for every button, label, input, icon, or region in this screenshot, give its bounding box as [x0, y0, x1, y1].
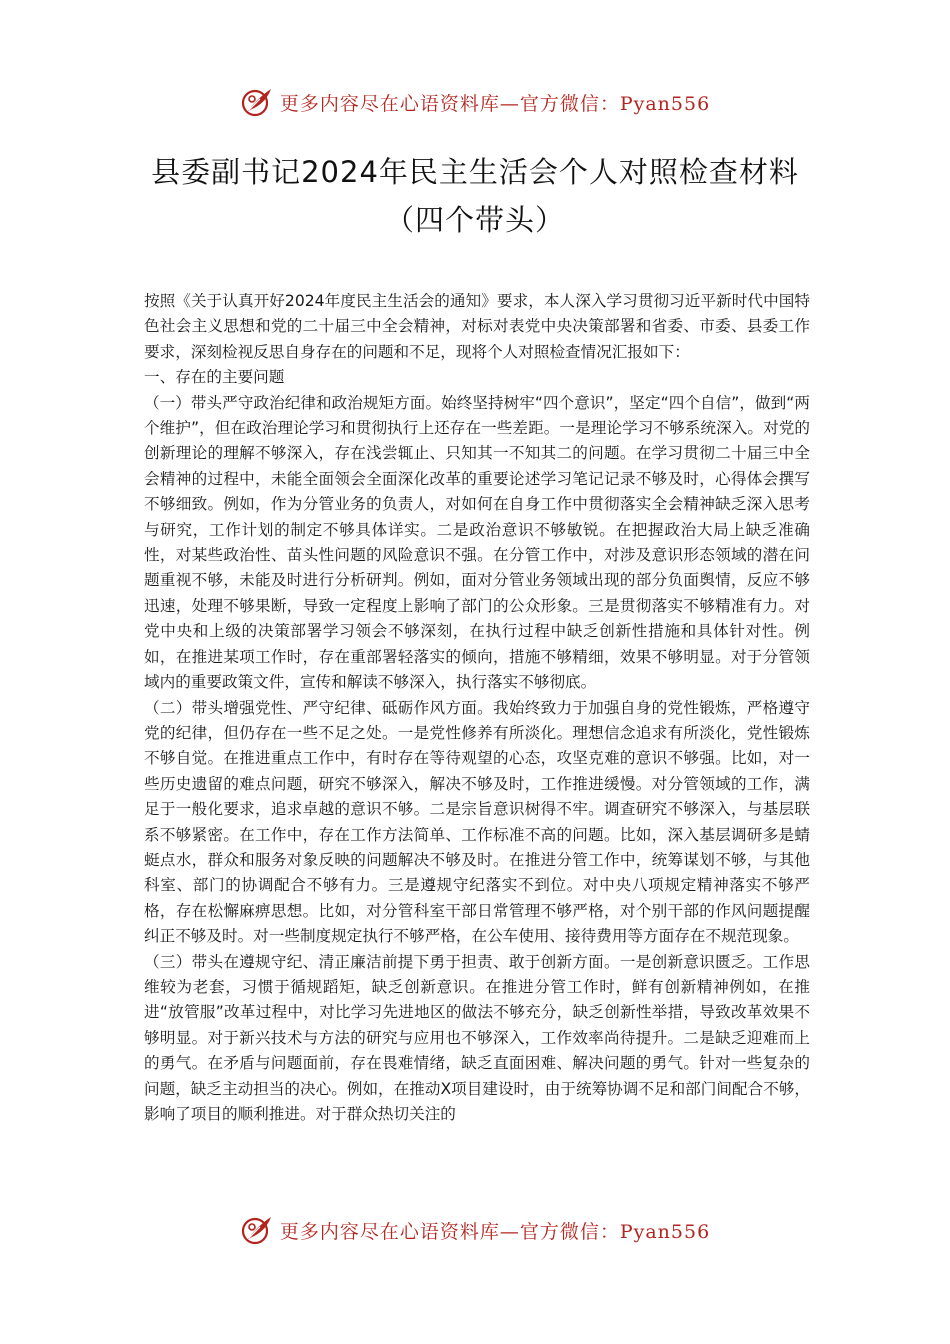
document-subtitle: （四个带头） — [384, 203, 565, 237]
body-paragraph: （三）带头在遵规守纪、清正廉洁前提下勇于担责、敢于创新方面。一是创新意识匮乏。工作思维较为老套，习惯于循规蹈矩，缺乏创新意识。在推进分管工作时，鲜有创新精神例如，在推进“放管服”改革过程中，对比学习先进地区的做法不够充分，缺乏创新性举措，导致改革效果不够明显。对于新兴技术与方法的研究与应用也不够深入，工作效率尚待提升。二是缺乏迎难而上的勇气。在矛盾与问题面前，存在畏难情绪，缺乏直面困难、解决问题的勇气。针对一些复杂的问题，缺乏主动担当的决心。例如，在推动X项目建设时，由于统筹协调不足和部门间配合不够，影响了项目的顺利推进。对于群众热切关注的 — [144, 952, 810, 1123]
quill-logo-icon — [240, 1213, 274, 1247]
footer-watermark-banner — [0, 1210, 950, 1250]
footer-watermark-text: 更多内容尽在心语资料库—官方微信：Pyan556 — [279, 1220, 711, 1243]
header-watermark-banner — [0, 82, 950, 122]
body-paragraph: （二）带头增强党性、严守纪律、砥砺作风方面。我始终致力于加强自身的党性锻炼，严格遵守党的纪律，但仍存在一些不足之处。一是党性修养有所淡化。理想信念追求有所淡化，党性锻炼不够自觉。在推进重点工作中，有时存在等待观望的心态，攻坚克难的意识不够强。比如，对一些历史遗留的难点问题，研究不够深入，解决不够及时，工作推进缓慢。对分管领域的工作，满足于一般化要求，追求卓越的意识不够。二是宗旨意识树得不牢。调查研究不够深入，与基层联系不够紧密。在工作中，存在工作方法简单、工作标准不高的问题。比如，深入基层调研多是蜻蜓点水，群众和服务对象反映的问题解决不够及时。在推进分管工作中，统筹谋划不够，与其他科室、部门的协调配合不够有力。三是遵规守纪落实不到位。对中央八项规定精神落实不够严格，存在松懈麻痹思想。比如，对分管科室干部日常管理不够严格，对个别干部的作风问题提醒纠正不够及时。对一些制度规定执行不够严格，在公车使用、接待费用等方面存在不规范现象。 — [144, 698, 810, 946]
document-body — [144, 289, 810, 1127]
header-watermark-text: 更多内容尽在心语资料库—官方微信：Pyan556 — [279, 92, 711, 115]
document-title: 县委副书记2024年民主生活会个人对照检查材料 — [151, 155, 799, 189]
section-heading: 一、存在的主要问题 — [144, 368, 285, 387]
quill-logo-icon — [240, 85, 274, 119]
body-paragraph: （一）带头严守政治纪律和政治规矩方面。始终坚持树牢“四个意识”，坚定“四个自信”，做到“两个维护”，但在政治理论学习和贯彻执行上还存在一些差距。一是理论学习不够系统深入。对党的创新理论的理解不够深入，存在浅尝辄止、只知其一不知其二的问题。在学习贯彻二十届三中全会精神的过程中，未能全面领会全面深化改革的重要论述学习笔记记录不够及时，心得体会撰写不够细致。例如，作为分管业务的负责人，对如何在自身工作中贯彻落实全会精神缺乏深入思考与研究，工作计划的制定不够具体详实。二是政治意识不够敏锐。在把握政治大局上缺乏准确性，对某些政治性、苗头性问题的风险意识不强。在分管工作中，对涉及意识形态领域的潜在问题重视不够，未能及时进行分析研判。例如，面对分管业务领域出现的部分负面舆情，反应不够迅速，处理不够果断，导致一定程度上影响了部门的公众形象。三是贯彻落实不够精准有力。对党中央和上级的决策部署学习领会不够深刻，在执行过程中缺乏创新性措施和具体针对性。例如，在推进某项工作时，存在重部署轻落实的倾向，措施不够精细，效果不够明显。对于分管领域内的重要政策文件，宣传和解读不够深入，执行落实不够彻底。 — [144, 393, 810, 692]
intro-paragraph: 按照《关于认真开好2024年度民主生活会的通知》要求，本人深入学习贯彻习近平新时代中国特色社会主义思想和党的二十届三中全会精神，对标对表党中央决策部署和省委、市委、县委工作要求，深刻检视反思自身存在的问题和不足，现将个人对照检查情况汇报如下： — [144, 292, 810, 361]
